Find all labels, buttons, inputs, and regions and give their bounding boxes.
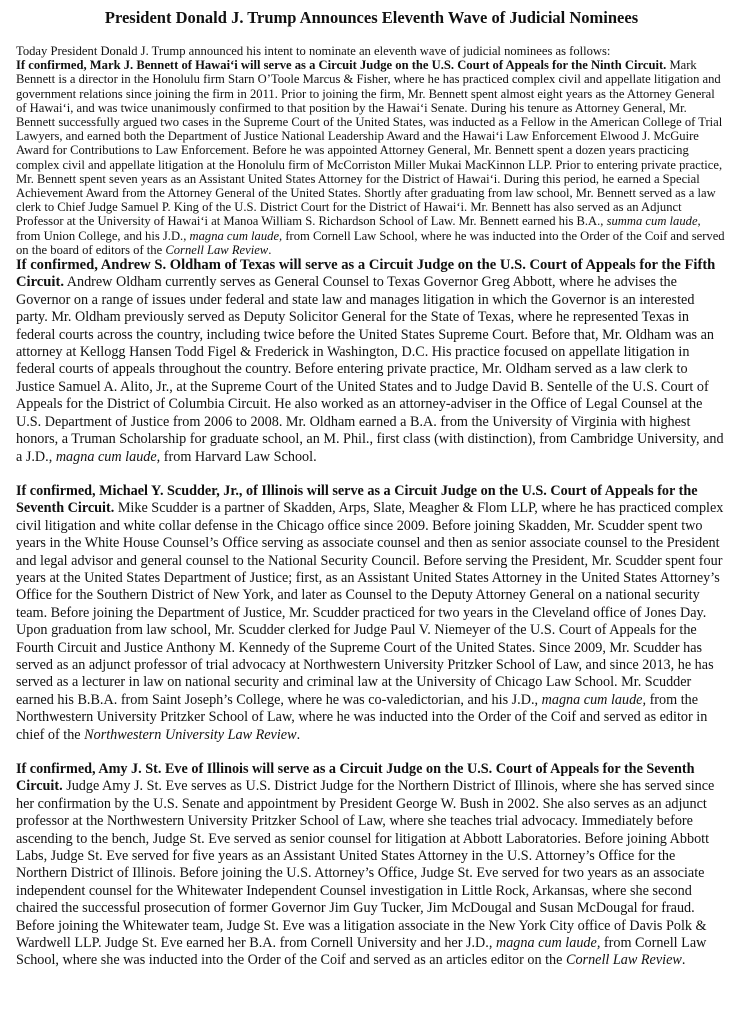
nominee-body: from Cornell Law School, where he was inducted into the Order of the Coif and served on the board of editors of the (16, 228, 725, 257)
nominee-honor: magna cum laude, (55, 448, 161, 465)
nominee-lead: If confirmed, Amy J. St. Eve of Illinois will serve as a Circuit Judge on the U.S. Court of Appeals for the Seventh Circuit. (16, 761, 695, 795)
nominee-lead: If confirmed, Michael Y. Scudder, Jr., of Illinois will serve as a Circuit Judge on the U.S. Court of Appeals for the Seventh Circuit. (16, 482, 698, 517)
nominee-body: from the Northwestern University Pritzker School of Law, where he was inducted into the Order of the Coif and served as editor in chief of the (16, 691, 708, 743)
nominee-st-eve (16, 761, 727, 970)
page-title: President Donald J. Trump Announces Eleventh Wave of Judicial Nominees (104, 8, 639, 27)
nominee-body: from Harvard Law School. (160, 448, 317, 465)
nominee-oldham (16, 257, 727, 466)
nominee-body: from Cornell Law School, where she was inducted into the Order of the Coif and served as an articles editor on the (16, 935, 707, 969)
nominee-body: Judge Amy J. St. Eve serves as U.S. District Judge for the Northern District of Illinois, where she has served since her confirmation by the U.S. Senate and appointment by President George W. Bush in 2002. She also serves as an adjunct professor at the Northwestern University Pritzker School of Law, where she teaches trial advocacy. Immediately before ascending to the bench, Judge St. Eve served as senior counsel for litigation at Abbott Laboratories. Before joining Abbott Labs, Judge St. Eve served for five years as an Assistant United States Attorney in the U.S. Attorney’s Office for the Northern District of Illinois. Before joining the U.S. Attorney’s Office, Judge St. Eve served for two years as an associate independent counsel for the Whitewater Independent Counsel investigation in Little Rock, Arkansas, where she second chaired the successful prosecution of former Governor Jim Guy Tucker, Jim McDougal and Susan McDougal for fraud. Before joining the Whitewater team, Judge St. Eve was a litigation associate in the New York City office of Davis Polk & Wardwell LLP. Judge St. Eve earned her B.A. from Cornell University and her J.D., (16, 778, 715, 952)
nominee-honor: summa cum laude, (606, 214, 701, 229)
nominee-honor: magna cum laude, (189, 228, 283, 243)
nominee-body: . (681, 952, 686, 969)
paragraph-gap (16, 466, 727, 483)
intro-paragraph: Today President Donald J. Trump announced his intent to nominate an eleventh wave of judicial nominees as follows: (16, 44, 611, 58)
nominee-honor: magna cum laude, (541, 691, 647, 708)
nominee-body: Mike Scudder is a partner of Skadden, Arps, Slate, Meagher & Flom LLP, where he has practiced complex civil litigation and white collar defense in the Chicago office since 2009. Before joining Skadden, Mr. Scudder spent two years in the White House Counsel’s Office serving as associate counsel and then as senior associate counsel to the President and legal advisor and general counsel to the National Security Council. Before serving the President, Mr. Scudder spent four years at the United States Department of Justice; first, as an Assistant United States Attorney in the United States Attorney’s Office for the Southern District of New York, and later as Counsel to the Deputy Attorney General on a national security team. Before joining the Department of Justice, Mr. Scudder practiced for two years in the Cleveland office of Jones Day. Upon graduation from law school, Mr. Scudder clerked for Judge Paul V. Niemeyer of the U.S. Court of Appeals for the Fourth Circuit and Justice Anthony M. Kennedy of the Supreme Court of the United States. Since 2009, Mr. Scudder has served as an adjunct professor of trial advocacy at Northwestern University Pritzker School of Law, and since 2013, he has served as a lecturer in law on national security and criminal law at the University of Chicago Law School. Mr. Scudder earned his B.B.A. from Saint Joseph’s College, where he was co-valedictorian, and his J.D., (16, 500, 724, 708)
nominee-body: from Union College, and his J.D., (16, 228, 190, 243)
nominee-body: . (268, 242, 272, 257)
law-review-title: Northwestern University Law Review (84, 726, 297, 743)
law-review-title: Cornell Law Review (165, 242, 269, 257)
nominee-lead: If confirmed, Mark J. Bennett of Hawaiʻi will serve as a Circuit Judge on the U.S. Court of Appeals for the Ninth Circuit. (16, 58, 667, 73)
law-review-title: Cornell Law Review (566, 952, 682, 969)
nominee-bennett (16, 58, 727, 257)
nominee-scudder (16, 483, 727, 744)
nominee-honor: magna cum laude, (495, 935, 601, 952)
paragraph-gap (16, 744, 727, 761)
nominee-body: Mark Bennett is a director in the Honolulu firm Starn O’Toole Marcus & Fisher, where he has practiced complex civil and appellate litigation and government relations since joining the firm in 2011. Prior to joining the firm, Mr. Bennett spent almost eight years as the Attorney General of Hawaiʻi, and was twice unanimously confirmed to that position by the Hawaiʻi Senate. During his tenure as Attorney General, Mr. Bennett successfully argued two cases in the Supreme Court of the United States, was inducted as a Fellow in the American College of Trial Lawyers, and earned both the Department of Justice National Leadership Award and the Hawaiʻi Law Enforcement Elwood J. McGuire Award for Contributions to Law Enforcement. Before he was appointed Attorney General, Mr. Bennett spent a dozen years practicing complex civil and appellate litigation at the Honolulu firm of McCorriston Miller Mukai MacKinnon LLP. Prior to entering private practice, Mr. Bennett spent seven years as an Assistant United States Attorney for the District of Hawaiʻi. During this period, he earned a Special Achievement Award from the Attorney General of the United States. Shortly after graduating from law school, Mr. Bennett served as a law clerk to Chief Judge Samuel P. King of the U.S. District Court for the District of Hawaiʻi. Mr. Bennett has also served as an Adjunct Professor at the University of Hawaiʻi at Manoa William S. Richardson School of Law. Mr. Bennett earned his B.A., (16, 58, 723, 229)
nominee-lead: If confirmed, Andrew S. Oldham of Texas will serve as a Circuit Judge on the U.S. Court of Appeals for the Fifth Circuit. (16, 257, 716, 291)
nominee-body: Andrew Oldham currently serves as General Counsel to Texas Governor Greg Abbott, where he advises the Governor on a range of issues under federal and state law and manages litigation in which the Governor is an interested party. Mr. Oldham previously served as Deputy Solicitor General for the State of Texas, where he represented Texas in federal courts across the country, including twice before the United States Supreme Court. Before that, Mr. Oldham was an attorney at Kellogg Hansen Todd Figel & Frederick in Washington, D.C. His practice focused on appellate litigation in federal courts of appeals throughout the country. Before entering private practice, Mr. Oldham served as a law clerk to Justice Samuel A. Alito, Jr., at the Supreme Court of the United States and to Judge David B. Sentelle of the U.S. Court of Appeals for the District of Columbia Circuit. He also worked as an attorney-adviser in the Office of Legal Counsel at the U.S. Department of Justice from 2006 to 2008. Mr. Oldham earned a B.A. from the University of Virginia with highest honors, a Truman Scholarship for graduate school, an M. Phil., first class (with distinction), from Cambridge University, and a J.D., (16, 274, 724, 465)
nominee-body: . (296, 726, 301, 743)
